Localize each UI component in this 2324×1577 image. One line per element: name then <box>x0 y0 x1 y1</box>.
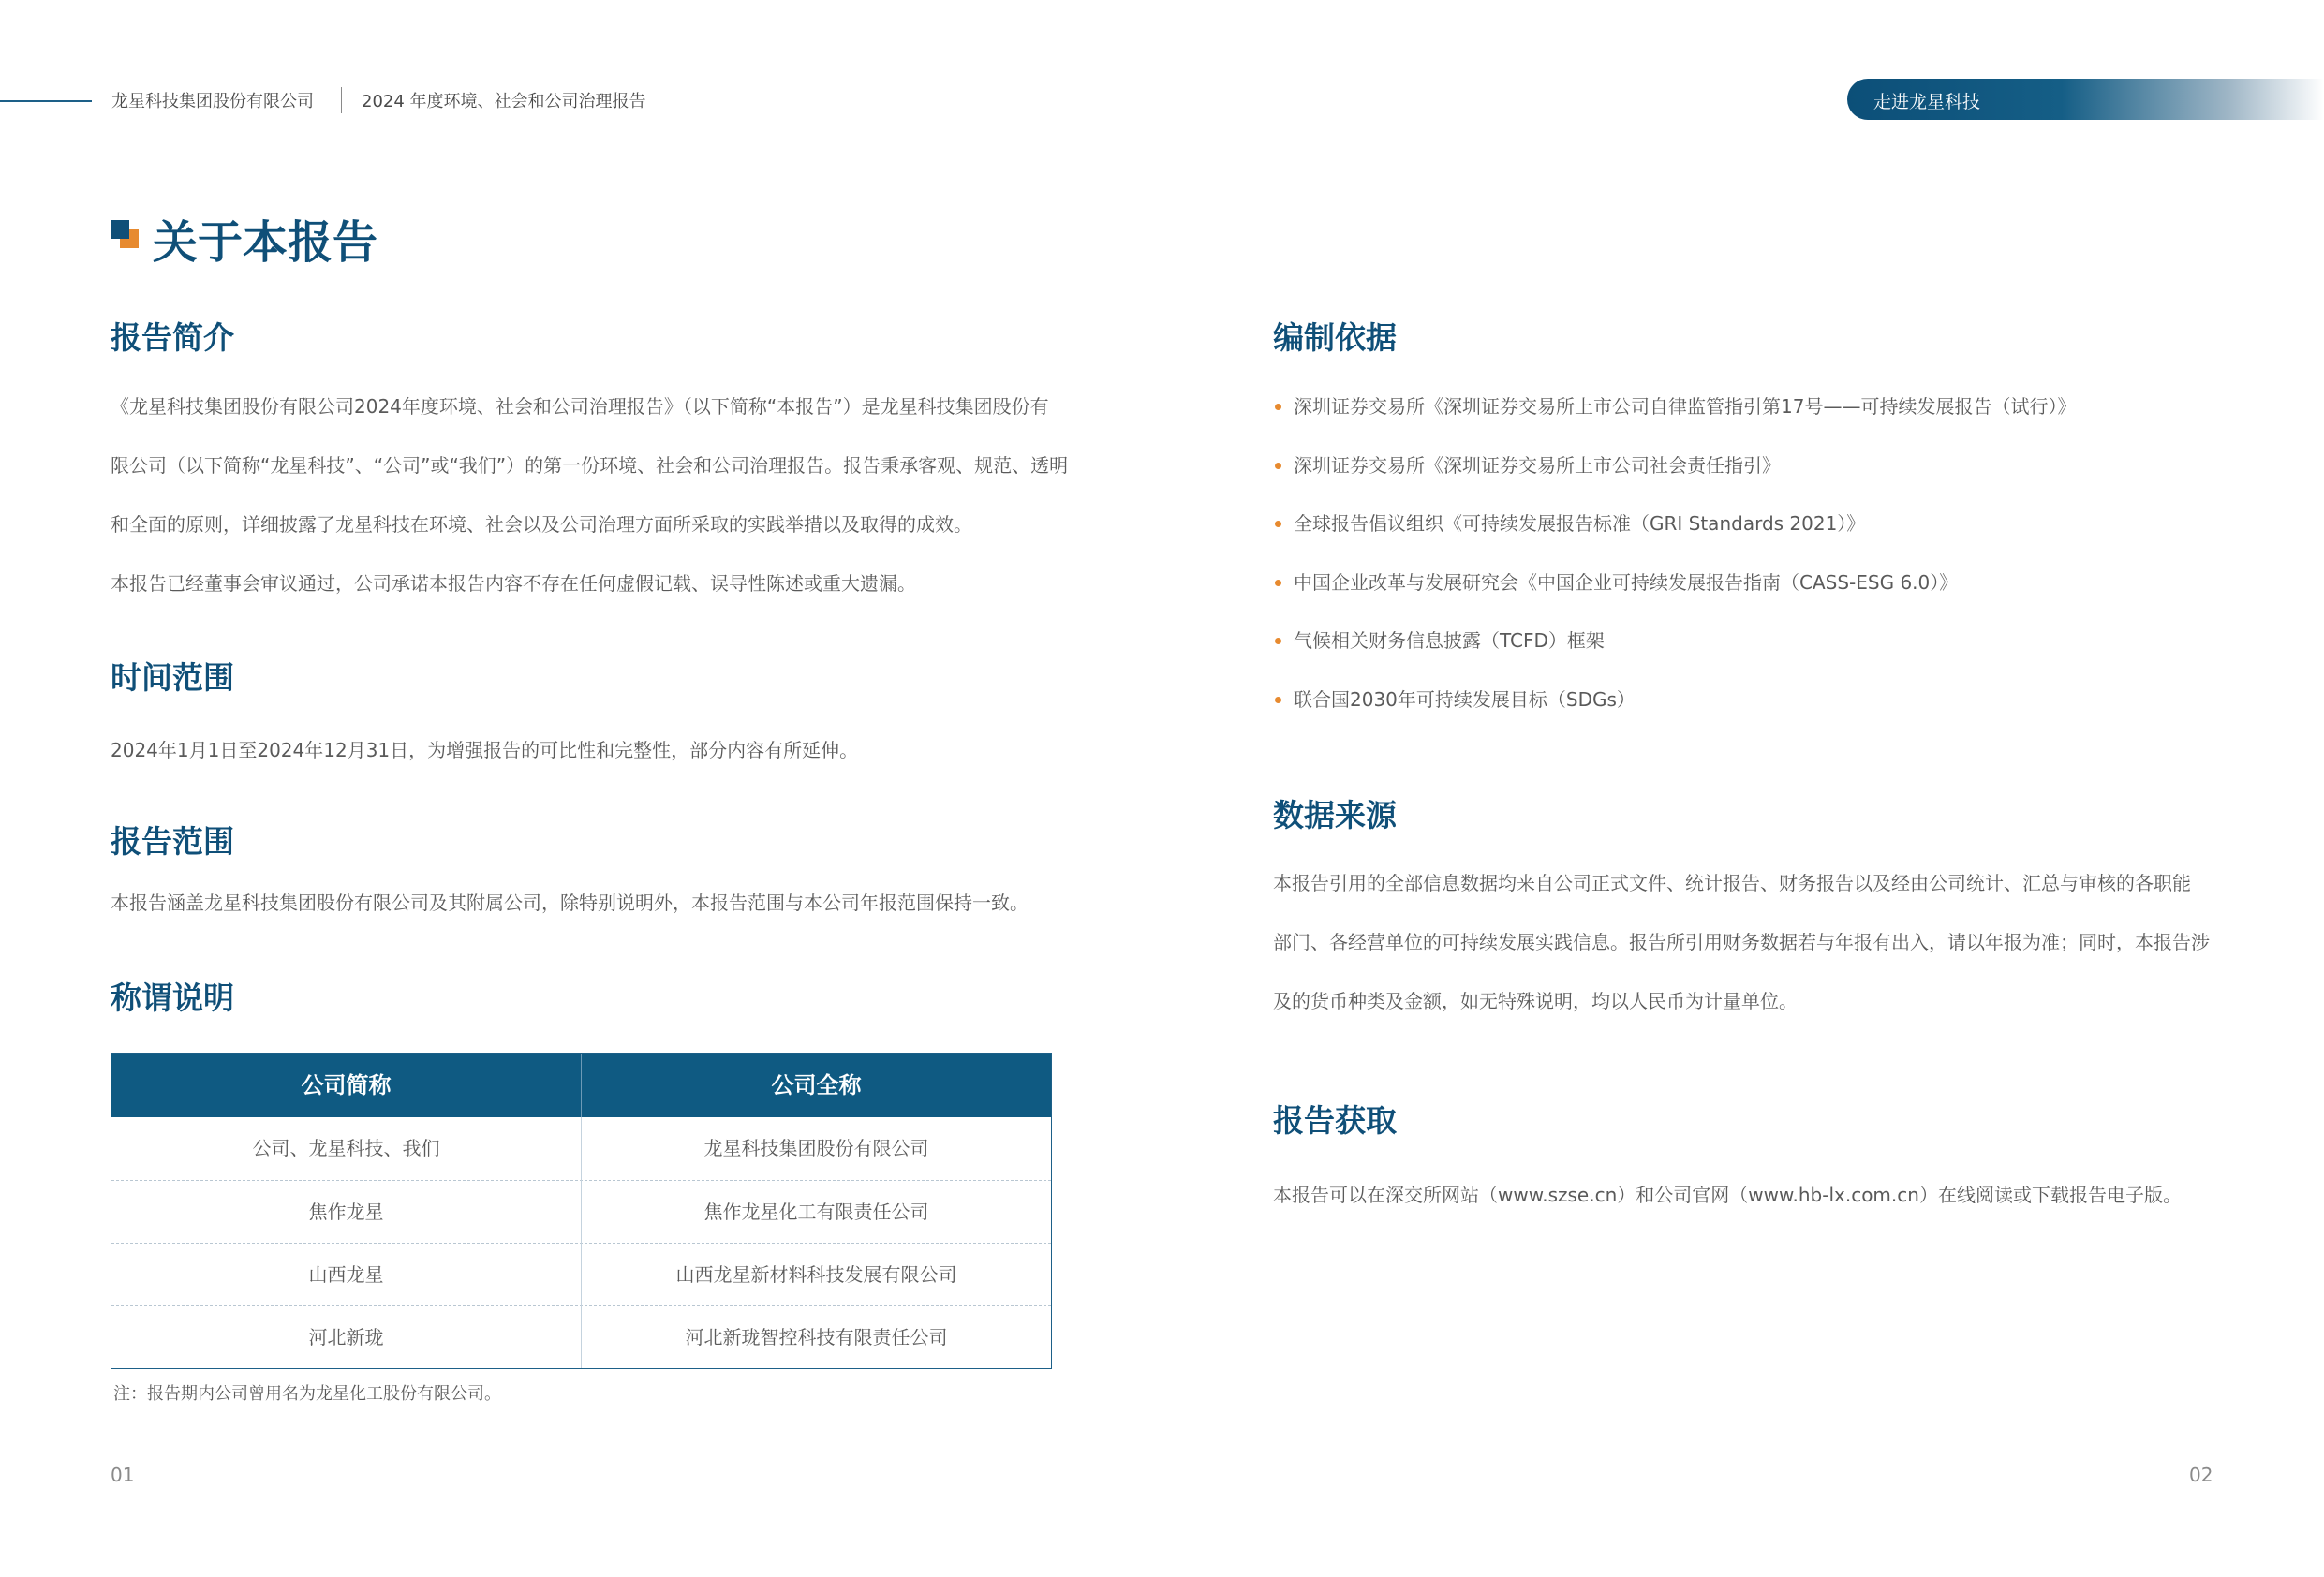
abbreviation-table <box>111 1053 1052 1369</box>
list-item: 深圳证券交易所《深圳证券交易所上市公司自律监管指引第17号——可持续发展报告（试行）》 <box>1273 377 2210 436</box>
cell-short-name: 焦作龙星 <box>308 1201 384 1223</box>
report-intro-line: 和全面的原则，详细披露了龙星科技在环境、社会以及公司治理方面所采取的实践举措以及取得的成效。 <box>111 513 972 536</box>
heading-report-scope: 报告范围 <box>111 823 234 860</box>
column-header-short-name: 公司简称 <box>301 1072 392 1098</box>
data-source-line: 本报告引用的全部信息数据均来自公司正式文件、统计报告、财务报告以及经由公司统计、汇总与审核的各职能 <box>1273 872 2191 894</box>
bullet-dot-icon <box>1275 521 1281 527</box>
data-source-line: 及的货币种类及金额，如无特殊说明，均以人民币为计量单位。 <box>1273 990 1798 1012</box>
heading-time-range: 时间范围 <box>111 659 234 696</box>
bullet-dot-icon <box>1275 463 1281 469</box>
list-item: 气候相关财务信息披露（TCFD）框架 <box>1273 612 2210 671</box>
cell-short-name: 河北新珑 <box>308 1326 384 1349</box>
data-source-text <box>1273 854 2228 1031</box>
heading-compilation-basis: 编制依据 <box>1273 319 1397 356</box>
data-source-line: 部门、各经营单位的可持续发展实践信息。报告所引用财务数据若与年报有出入，请以年报为准；同时，本报告涉 <box>1273 931 2210 953</box>
report-intro-line: 本报告已经董事会审议通过，公司承诺本报告内容不存在任何虚假记载、误导性陈述或重大遗漏。 <box>111 572 916 595</box>
report-scope-text: 本报告涵盖龙星科技集团股份有限公司及其附属公司，除特别说明外，本报告范围与本公司年报范围保持一致。 <box>111 892 1029 914</box>
list-item: 联合国2030年可持续发展目标（SDGs） <box>1273 671 2210 730</box>
bullet-dot-icon <box>1275 580 1281 586</box>
list-item: 全球报告倡议组织《可持续发展报告标准（GRI Standards 2021）》 <box>1273 494 2210 553</box>
page-title: 关于本报告 <box>153 216 378 269</box>
list-item: 深圳证券交易所《深圳证券交易所上市公司社会责任指引》 <box>1273 436 2210 495</box>
list-item: 中国企业改革与发展研究会《中国企业可持续发展报告指南（CASS-ESG 6.0）》 <box>1273 553 2210 612</box>
page-number-left: 01 <box>111 1464 135 1486</box>
bullet-dot-icon <box>1275 404 1281 410</box>
cell-full-name: 河北新珑智控科技有限责任公司 <box>685 1326 948 1349</box>
column-header-full-name: 公司全称 <box>771 1072 862 1098</box>
cell-short-name: 公司、龙星科技、我们 <box>252 1137 440 1159</box>
report-intro-line: 限公司（以下简称“龙星科技”、“公司”或“我们”）的第一份环境、社会和公司治理报告。报告秉承客观、规范、透明 <box>111 454 1069 477</box>
section-tab-label: 走进龙星科技 <box>1873 92 1981 112</box>
time-range-text: 2024年1月1日至2024年12月31日，为增强报告的可比性和完整性，部分内容有所延伸。 <box>111 739 859 761</box>
table-note: 注：报告期内公司曾用名为龙星化工股份有限公司。 <box>113 1384 501 1404</box>
header-company-name: 龙星科技集团股份有限公司 <box>111 92 314 111</box>
bullet-dot-icon <box>1275 638 1281 644</box>
title-square-icon <box>111 220 139 248</box>
cell-full-name: 山西龙星新材料科技发展有限公司 <box>675 1263 957 1286</box>
report-access-text: 本报告可以在深交所网站（www.szse.cn）和公司官网（www.hb-lx.com.cn）在线阅读或下载报告电子版。 <box>1273 1184 2182 1206</box>
header-rule <box>0 100 92 102</box>
cell-full-name: 龙星科技集团股份有限公司 <box>703 1137 929 1159</box>
compilation-basis-list <box>1273 377 2210 730</box>
heading-report-access: 报告获取 <box>1273 1102 1397 1139</box>
report-intro-text <box>111 377 1069 613</box>
section-tab[interactable] <box>1847 79 2324 120</box>
heading-data-source: 数据来源 <box>1273 797 1397 833</box>
cell-short-name: 山西龙星 <box>308 1263 384 1286</box>
page-number-right: 02 <box>2189 1464 2213 1486</box>
heading-report-intro: 报告简介 <box>111 319 234 356</box>
bullet-dot-icon <box>1275 697 1281 703</box>
heading-terms: 称谓说明 <box>111 980 234 1016</box>
header-divider <box>341 87 342 113</box>
report-intro-line: 《龙星科技集团股份有限公司2024年度环境、社会和公司治理报告》（以下简称“本报告”）是龙星科技集团股份有 <box>111 395 1049 418</box>
header-report-name: 2024 年度环境、社会和公司治理报告 <box>362 92 646 111</box>
table-header <box>111 1054 1051 1117</box>
cell-full-name: 焦作龙星化工有限责任公司 <box>703 1201 929 1223</box>
